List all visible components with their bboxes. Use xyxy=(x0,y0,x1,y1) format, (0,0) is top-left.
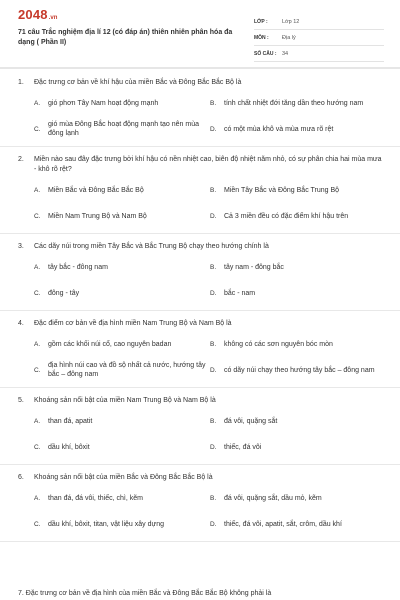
meta-row-class xyxy=(254,14,384,30)
question-text: Đặc điểm cơ bản về địa hình miền Nam Trung Bộ và Nam Bộ là xyxy=(34,320,232,327)
meta-label: SỐ CÂU : xyxy=(254,50,277,57)
answer-text: có dãy núi chạy theo hướng tây bắc – đông nam xyxy=(224,366,375,374)
answer-text: có một mùa khô và mùa mưa rõ rệt xyxy=(224,125,334,133)
answer-grid xyxy=(0,412,400,456)
question-text: Khoáng sản nổi bật của miền Bắc và Đông Bắc Bắc Bộ là xyxy=(34,474,213,481)
answer-letter: B. xyxy=(210,340,217,348)
header-divider xyxy=(0,67,400,69)
answer-text: than đá, đá vôi, thiếc, chì, kẽm xyxy=(48,494,143,502)
answer-option[interactable] xyxy=(34,335,206,353)
question-header xyxy=(0,396,400,406)
question-block xyxy=(0,319,400,388)
question-header xyxy=(0,473,400,483)
question-divider xyxy=(0,233,400,234)
answer-text: dầu khí, bôxit xyxy=(48,443,90,451)
answer-grid xyxy=(0,181,400,225)
question-header xyxy=(0,242,400,252)
answer-text: Cả 3 miền đều có đặc điểm khí hậu trên xyxy=(224,212,349,220)
question-number: 2. xyxy=(18,156,24,163)
answer-text: gió phơn Tây Nam hoạt động mạnh xyxy=(48,99,159,107)
question-divider xyxy=(0,541,400,542)
answer-option[interactable] xyxy=(34,284,206,302)
answer-letter: A. xyxy=(34,494,41,502)
question-block xyxy=(0,78,400,147)
answer-option[interactable] xyxy=(210,120,382,138)
header xyxy=(0,0,400,62)
answer-letter: A. xyxy=(34,340,41,348)
meta-value: 34 xyxy=(282,50,289,57)
answer-letter: A. xyxy=(34,186,41,194)
answer-option[interactable] xyxy=(34,438,206,456)
question-header xyxy=(0,78,400,88)
question-divider xyxy=(0,146,400,147)
answer-text: đông - tây xyxy=(48,289,80,297)
answer-letter: D. xyxy=(210,289,217,297)
answer-text: không có các sơn nguyên bóc mòn xyxy=(224,340,333,348)
meta-row-subject xyxy=(254,30,384,46)
logo-main-text: 2048 xyxy=(18,7,48,22)
answer-letter: C. xyxy=(34,520,41,528)
answer-text: đá vôi, quặng sắt xyxy=(224,417,278,425)
question-block xyxy=(0,242,400,311)
logo-sub-text: .vn xyxy=(48,15,58,21)
answer-option[interactable] xyxy=(34,361,206,379)
answer-text: Miền Nam Trung Bộ và Nam Bộ xyxy=(48,212,147,220)
answer-option[interactable] xyxy=(34,94,206,112)
answer-text: địa hình núi cao và đồ sộ nhất cả nước, hướng tây bắc – đông nam xyxy=(48,362,206,378)
answer-letter: B. xyxy=(210,263,217,271)
answer-letter: D. xyxy=(210,366,217,374)
answer-letter: B. xyxy=(210,186,217,194)
answer-text: tính chất nhiệt đới tăng dần theo hướng nam xyxy=(224,99,364,107)
question-number: 1. xyxy=(18,79,24,86)
meta-row-count xyxy=(254,46,384,62)
answer-letter: B. xyxy=(210,417,217,425)
meta-label: LỚP : xyxy=(254,18,268,25)
question-divider xyxy=(0,464,400,465)
question-number: 3. xyxy=(18,243,24,250)
answer-text: Miền Bắc và Đông Bắc Bắc Bộ xyxy=(48,186,144,194)
answer-letter: D. xyxy=(210,520,217,528)
answer-option[interactable] xyxy=(210,284,382,302)
answer-letter: C. xyxy=(34,289,41,297)
answer-letter: C. xyxy=(34,443,41,451)
answer-grid xyxy=(0,335,400,379)
question-block xyxy=(0,155,400,234)
question-header xyxy=(0,155,400,175)
question-partial: 7. Đặc trưng cơ bản về địa hình của miền Bắc và Đông Bắc Bắc Bộ không phải là xyxy=(18,590,272,597)
question-block xyxy=(0,473,400,542)
question-divider xyxy=(0,387,400,388)
answer-text: gồm các khối núi cổ, cao nguyên badan xyxy=(48,340,172,348)
document-title: 71 câu Trắc nghiệm địa lí 12 (có đáp án) thiên nhiên phân hóa đa dạng ( Phần II) xyxy=(18,29,233,46)
question-text: Đặc trưng cơ bản về khí hậu của miền Bắc và Đông Bắc Bắc Bộ là xyxy=(34,79,242,86)
answer-option[interactable] xyxy=(210,181,382,199)
answer-option[interactable] xyxy=(34,489,206,507)
answer-letter: B. xyxy=(210,99,217,107)
answer-letter: B. xyxy=(210,494,217,502)
answer-text: thiếc, đá vôi xyxy=(224,443,262,451)
answer-letter: D. xyxy=(210,125,217,133)
answer-option[interactable] xyxy=(210,515,382,533)
answer-option[interactable] xyxy=(34,181,206,199)
meta-value: Địa lý xyxy=(282,34,296,41)
answer-text: dầu khí, bôxit, titan, vật liệu xây dựng xyxy=(48,520,164,528)
answer-text: thiếc, đá vôi, apatit, sắt, crôm, dầu khí xyxy=(224,520,342,528)
question-list xyxy=(0,78,400,550)
answer-option[interactable] xyxy=(34,515,206,533)
question-number: 6. xyxy=(18,474,24,481)
answer-option[interactable] xyxy=(210,489,382,507)
answer-letter: A. xyxy=(34,99,41,107)
answer-grid xyxy=(0,94,400,138)
question-header xyxy=(0,319,400,329)
answer-option[interactable] xyxy=(210,207,382,225)
answer-letter: A. xyxy=(34,263,41,271)
question-text: Miền nào sau đây đặc trưng bởi khí hậu có nền nhiệt cao, biên độ nhiệt năm nhỏ, có sự phân chia hai mùa mưa - khô rõ rệt? xyxy=(34,156,382,173)
answer-option[interactable] xyxy=(34,207,206,225)
answer-option[interactable] xyxy=(34,412,206,430)
meta-value: Lớp 12 xyxy=(282,18,300,25)
answer-text: bắc - nam xyxy=(224,289,256,297)
answer-letter: C. xyxy=(34,125,41,133)
answer-letter: A. xyxy=(34,417,41,425)
answer-option[interactable] xyxy=(210,258,382,276)
question-text: Khoáng sản nổi bật của miền Nam Trung Bộ và Nam Bộ là xyxy=(34,397,216,404)
answer-text: than đá, apatit xyxy=(48,417,93,425)
question-number: 4. xyxy=(18,320,24,327)
answer-text: tây nam - đông bắc xyxy=(224,263,284,271)
meta-info xyxy=(254,14,384,62)
answer-grid xyxy=(0,258,400,302)
answer-letter: D. xyxy=(210,212,217,220)
answer-option[interactable] xyxy=(210,335,382,353)
answer-letter: C. xyxy=(34,366,41,374)
answer-option[interactable] xyxy=(210,438,382,456)
answer-option[interactable] xyxy=(210,412,382,430)
meta-label: MÔN : xyxy=(254,34,269,41)
answer-option[interactable] xyxy=(210,94,382,112)
question-divider xyxy=(0,310,400,311)
answer-text: Miền Tây Bắc và Đông Bắc Trung Bộ xyxy=(224,186,340,194)
answer-text: đá vôi, quặng sắt, dầu mỏ, kẽm xyxy=(224,494,322,502)
answer-letter: D. xyxy=(210,443,217,451)
question-number: 5. xyxy=(18,397,24,404)
question-block xyxy=(0,396,400,465)
answer-option[interactable] xyxy=(34,258,206,276)
answer-text: gió mùa Đông Bắc hoạt động mạnh tạo nên mùa đông lạnh xyxy=(48,121,199,137)
answer-letter: C. xyxy=(34,212,41,220)
question-text: Các dãy núi trong miền Tây Bắc và Bắc Trung Bộ chạy theo hướng chính là xyxy=(34,243,269,250)
answer-option[interactable] xyxy=(34,120,206,138)
answer-option[interactable] xyxy=(210,361,382,379)
answer-grid xyxy=(0,489,400,533)
answer-text: tây bắc - đông nam xyxy=(48,263,108,271)
